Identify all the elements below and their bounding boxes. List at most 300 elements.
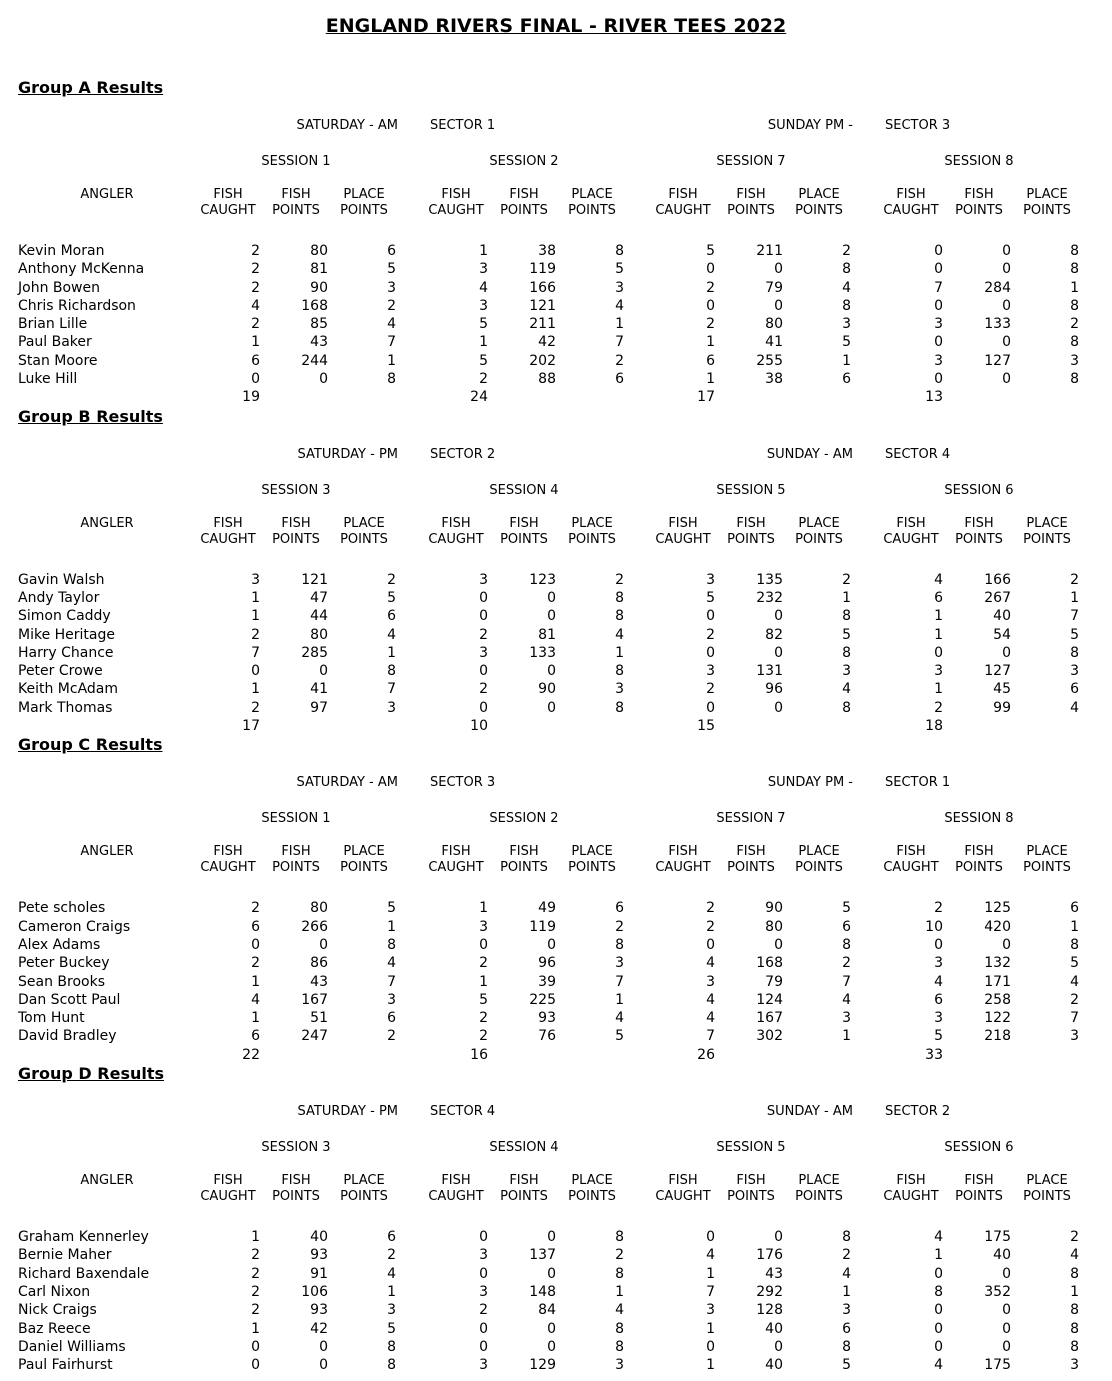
stat-cell: 352 — [984, 1283, 1011, 1300]
session-row — [0, 811, 1081, 827]
stat-cell: 0 — [934, 371, 943, 388]
stat-cell: 0 — [774, 261, 783, 278]
col-header-line: FISH — [896, 515, 926, 531]
stat-cell: 267 — [984, 589, 1011, 606]
col-header-place-points — [1013, 844, 1081, 876]
stat-cell: 0 — [1002, 243, 1011, 259]
col-header-line: FISH — [509, 844, 539, 860]
stat-cell: 232 — [756, 589, 783, 606]
stat-cell: 2 — [706, 279, 715, 296]
angler-name: Baz Reece — [18, 1320, 91, 1337]
stat-cell: 0 — [774, 608, 783, 625]
stat-cell: 2 — [706, 316, 715, 333]
stat-cell: 6 — [1070, 900, 1079, 917]
session-label: SESSION 6 — [944, 1140, 1014, 1156]
col-header-line: FISH — [441, 1173, 471, 1189]
angler-name: Daniel Williams — [18, 1338, 126, 1355]
col-header-line: PLACE — [798, 187, 840, 202]
stat-cell: 0 — [1002, 644, 1011, 661]
day-label: SUNDAY - AM — [766, 1104, 853, 1120]
stat-cell: 49 — [538, 900, 556, 917]
stat-cell: 6 — [251, 352, 260, 369]
col-header-fish-caught — [877, 844, 945, 876]
stat-cell: 7 — [706, 1028, 715, 1045]
stat-cell: 2 — [251, 1247, 260, 1264]
stat-cell: 0 — [706, 1229, 715, 1246]
stat-cell: 80 — [765, 918, 783, 935]
stat-cell: 0 — [934, 644, 943, 661]
col-header-fish-caught — [877, 187, 945, 219]
stat-cell: 225 — [529, 991, 556, 1008]
stat-cell: 0 — [251, 936, 260, 953]
stat-cell: 4 — [934, 571, 943, 588]
table-row — [0, 936, 1081, 954]
stat-cell: 8 — [615, 608, 624, 625]
stat-cell: 5 — [842, 626, 851, 643]
totals-row — [0, 717, 1081, 735]
stat-cell: 4 — [387, 955, 396, 972]
session-label: SESSION 1 — [261, 154, 331, 169]
stat-cell: 2 — [251, 955, 260, 972]
col-header-line: PLACE — [1026, 1173, 1068, 1189]
col-header-line: POINTS — [955, 860, 1003, 876]
stat-cell: 8 — [934, 1283, 943, 1300]
stat-cell: 3 — [1070, 663, 1079, 680]
table-row — [0, 589, 1081, 607]
angler-name: Brian Lille — [18, 316, 88, 333]
col-header-line: CAUGHT — [655, 203, 711, 218]
stat-cell: 1 — [842, 1028, 851, 1045]
stat-cell: 0 — [547, 1229, 556, 1246]
col-header-angler: ANGLER — [80, 844, 134, 860]
stat-cell: 1 — [934, 608, 943, 625]
col-header-place-points — [558, 187, 626, 219]
stat-cell: 3 — [479, 571, 488, 588]
stat-cell: 42 — [538, 334, 556, 351]
stat-cell: 5 — [842, 900, 851, 917]
stat-cell: 0 — [774, 297, 783, 314]
stat-cell: 80 — [765, 316, 783, 333]
stat-cell: 6 — [387, 243, 396, 259]
col-header-line: POINTS — [795, 1189, 843, 1205]
col-header-fish-points — [717, 1173, 785, 1205]
stat-cell: 3 — [615, 681, 624, 698]
angler-name: Kevin Moran — [18, 243, 105, 259]
stat-cell: 0 — [251, 663, 260, 680]
stat-cell: 3 — [842, 1302, 851, 1319]
col-header-line: CAUGHT — [428, 203, 484, 218]
column-header-row — [0, 844, 1081, 876]
col-header-fish-caught — [877, 1173, 945, 1205]
stat-cell: 0 — [319, 663, 328, 680]
stat-cell: 0 — [547, 1320, 556, 1337]
table-row — [0, 973, 1081, 991]
stat-cell: 135 — [756, 571, 783, 588]
stat-cell: 4 — [1070, 973, 1079, 990]
session-label: SESSION 4 — [489, 1140, 559, 1156]
stat-cell: 8 — [842, 297, 851, 314]
angler-name: Paul Baker — [18, 334, 92, 351]
stat-cell: 6 — [251, 918, 260, 935]
stat-cell: 2 — [1070, 571, 1079, 588]
col-header-line: CAUGHT — [883, 1189, 939, 1205]
stat-cell: 2 — [842, 571, 851, 588]
col-header-place-points — [558, 1173, 626, 1205]
col-header-line: POINTS — [568, 531, 616, 547]
stat-cell: 1 — [251, 334, 260, 351]
col-header-place-points — [330, 187, 398, 219]
stat-cell: 3 — [1070, 352, 1079, 369]
col-header-line: FISH — [736, 844, 766, 860]
stat-cell: 3 — [479, 1283, 488, 1300]
stat-cell: 40 — [310, 1229, 328, 1246]
table-row — [0, 626, 1081, 644]
stat-cell: 8 — [615, 1338, 624, 1355]
stat-cell: 3 — [479, 1247, 488, 1264]
angler-name: Harry Chance — [18, 644, 114, 661]
stat-cell: 2 — [842, 1247, 851, 1264]
session-total: 33 — [925, 1046, 943, 1063]
col-header-line: FISH — [213, 844, 243, 860]
col-header-line: CAUGHT — [883, 203, 939, 218]
col-header-line: PLACE — [1026, 187, 1068, 202]
col-header-place-points — [1013, 187, 1081, 219]
stat-cell: 1 — [251, 1010, 260, 1027]
col-header-fish-caught — [194, 1173, 262, 1205]
stat-cell: 1 — [615, 644, 624, 661]
stat-cell: 8 — [1070, 1302, 1079, 1319]
col-header-line: CAUGHT — [428, 1189, 484, 1205]
stat-cell: 3 — [615, 1357, 624, 1374]
col-header-line: POINTS — [955, 1189, 1003, 1205]
stat-cell: 5 — [387, 589, 396, 606]
col-header-line: CAUGHT — [655, 531, 711, 547]
stat-cell: 2 — [706, 681, 715, 698]
col-header-line: POINTS — [340, 531, 388, 547]
col-header-line: POINTS — [1023, 1189, 1071, 1205]
col-header-fish-points — [490, 1173, 558, 1205]
stat-cell: 90 — [538, 681, 556, 698]
session-label: SESSION 2 — [489, 154, 559, 169]
stat-cell: 6 — [934, 589, 943, 606]
stat-cell: 3 — [479, 644, 488, 661]
stat-cell: 4 — [387, 316, 396, 333]
angler-name: Peter Buckey — [18, 955, 110, 972]
stat-cell: 99 — [993, 699, 1011, 716]
stat-cell: 7 — [615, 334, 624, 351]
group-heading: Group A Results — [18, 78, 164, 97]
stat-cell: 3 — [1070, 1357, 1079, 1374]
stat-cell: 8 — [615, 1229, 624, 1246]
stat-cell: 47 — [310, 589, 328, 606]
col-header-line: POINTS — [272, 531, 320, 547]
angler-name: Peter Crowe — [18, 663, 103, 680]
stat-cell: 5 — [479, 352, 488, 369]
stat-cell: 0 — [547, 608, 556, 625]
table-row — [0, 333, 1081, 351]
angler-name: Alex Adams — [18, 936, 101, 953]
stat-cell: 284 — [984, 279, 1011, 296]
col-header-place-points — [785, 1173, 853, 1205]
stat-cell: 1 — [251, 608, 260, 625]
stat-cell: 2 — [706, 918, 715, 935]
stat-cell: 148 — [529, 1283, 556, 1300]
stat-cell: 122 — [984, 1010, 1011, 1027]
angler-name: John Bowen — [18, 279, 100, 296]
col-header-line: CAUGHT — [655, 1189, 711, 1205]
totals-row — [0, 388, 1081, 406]
stat-cell: 5 — [387, 261, 396, 278]
stat-cell: 5 — [1070, 626, 1079, 643]
stat-cell: 8 — [842, 1338, 851, 1355]
stat-cell: 7 — [387, 681, 396, 698]
col-header-line: FISH — [964, 1173, 994, 1189]
stat-cell: 7 — [251, 644, 260, 661]
stat-cell: 1 — [706, 371, 715, 388]
stat-cell: 0 — [774, 936, 783, 953]
col-header-line: PLACE — [571, 1173, 613, 1189]
stat-cell: 2 — [251, 1265, 260, 1282]
col-header-line: PLACE — [798, 1173, 840, 1189]
session-label: SESSION 1 — [261, 811, 331, 827]
stat-cell: 2 — [479, 1302, 488, 1319]
stat-cell: 3 — [479, 918, 488, 935]
group-section — [0, 407, 1112, 736]
stat-cell: 1 — [387, 352, 396, 369]
stat-cell: 0 — [547, 1265, 556, 1282]
stat-cell: 5 — [842, 334, 851, 351]
stat-cell: 0 — [934, 261, 943, 278]
session-total: 26 — [697, 1046, 715, 1063]
stat-cell: 80 — [310, 626, 328, 643]
stat-cell: 8 — [615, 936, 624, 953]
table-row — [0, 1027, 1081, 1045]
stat-cell: 2 — [251, 261, 260, 278]
session-row — [0, 1140, 1081, 1156]
col-header-line: FISH — [896, 187, 926, 202]
stat-cell: 3 — [706, 973, 715, 990]
stat-cell: 2 — [479, 681, 488, 698]
angler-name: Carl Nixon — [18, 1283, 91, 1300]
stat-cell: 1 — [251, 1229, 260, 1246]
stat-cell: 247 — [301, 1028, 328, 1045]
session-label: SESSION 7 — [716, 811, 786, 827]
stat-cell: 4 — [1070, 1247, 1079, 1264]
angler-name: Keith McAdam — [18, 681, 119, 698]
stat-cell: 3 — [479, 1357, 488, 1374]
table-row — [0, 279, 1081, 297]
col-header-line: POINTS — [500, 531, 548, 547]
table-row — [0, 1320, 1081, 1338]
stat-cell: 8 — [1070, 936, 1079, 953]
col-header-line: POINTS — [727, 531, 775, 547]
stat-cell: 44 — [310, 608, 328, 625]
stat-cell: 6 — [387, 608, 396, 625]
stat-cell: 97 — [310, 699, 328, 716]
col-header-line: FISH — [668, 187, 698, 202]
stat-cell: 285 — [301, 644, 328, 661]
stat-cell: 1 — [479, 243, 488, 259]
stat-cell: 0 — [547, 589, 556, 606]
stat-cell: 5 — [706, 589, 715, 606]
stat-cell: 96 — [765, 681, 783, 698]
angler-rows — [0, 571, 1112, 736]
stat-cell: 127 — [984, 352, 1011, 369]
col-header-fish-caught — [194, 516, 262, 548]
col-header-line: FISH — [441, 844, 471, 860]
table-row — [0, 680, 1081, 698]
stat-cell: 39 — [538, 973, 556, 990]
stat-cell: 3 — [934, 663, 943, 680]
stat-cell: 4 — [251, 991, 260, 1008]
sector-label: SECTOR 2 — [430, 446, 496, 462]
angler-rows — [0, 1228, 1112, 1374]
col-header-line: POINTS — [727, 203, 775, 218]
col-header-fish-points — [945, 187, 1013, 219]
col-header-line: POINTS — [500, 860, 548, 876]
stat-cell: 40 — [993, 608, 1011, 625]
page-title: ENGLAND RIVERS FINAL - RIVER TEES 2022 — [325, 15, 787, 37]
stat-cell: 106 — [301, 1283, 328, 1300]
stat-cell: 10 — [925, 918, 943, 935]
stat-cell: 0 — [251, 371, 260, 388]
stat-cell: 133 — [984, 316, 1011, 333]
day-label: SUNDAY PM - — [767, 118, 853, 133]
stat-cell: 4 — [615, 1010, 624, 1027]
col-header-fish-points — [490, 516, 558, 548]
col-header-place-points — [330, 516, 398, 548]
col-header-line: FISH — [441, 187, 471, 202]
stat-cell: 1 — [479, 900, 488, 917]
stat-cell: 1 — [251, 973, 260, 990]
col-header-line: CAUGHT — [655, 860, 711, 876]
stat-cell: 0 — [319, 936, 328, 953]
angler-rows — [0, 242, 1112, 407]
stat-cell: 2 — [615, 918, 624, 935]
stat-cell: 96 — [538, 955, 556, 972]
stat-cell: 0 — [934, 1265, 943, 1282]
stat-cell: 3 — [934, 955, 943, 972]
stat-cell: 6 — [842, 371, 851, 388]
session-label: SESSION 3 — [261, 1140, 331, 1156]
col-header-line: POINTS — [340, 1189, 388, 1205]
stat-cell: 0 — [774, 699, 783, 716]
stat-cell: 6 — [387, 1010, 396, 1027]
stat-cell: 5 — [479, 316, 488, 333]
stat-cell: 420 — [984, 918, 1011, 935]
stat-cell: 1 — [615, 991, 624, 1008]
stat-cell: 6 — [842, 918, 851, 935]
stat-cell: 2 — [251, 699, 260, 716]
group-section — [0, 1064, 1112, 1374]
stat-cell: 54 — [993, 626, 1011, 643]
col-header-place-points — [558, 844, 626, 876]
stat-cell: 2 — [387, 1247, 396, 1264]
stat-cell: 7 — [615, 973, 624, 990]
angler-name: Sean Brooks — [18, 973, 105, 990]
col-header-fish-points — [945, 844, 1013, 876]
stat-cell: 4 — [615, 1302, 624, 1319]
session-total: 19 — [242, 389, 260, 406]
col-header-line: PLACE — [343, 844, 385, 860]
stat-cell: 3 — [387, 1302, 396, 1319]
angler-name: Dan Scott Paul — [18, 991, 121, 1008]
angler-name: Pete scholes — [18, 900, 106, 917]
day-label: SATURDAY - PM — [297, 446, 398, 462]
col-header-angler: ANGLER — [80, 1173, 134, 1189]
stat-cell: 5 — [842, 1357, 851, 1374]
stat-cell: 76 — [538, 1028, 556, 1045]
stat-cell: 4 — [251, 297, 260, 314]
table-row — [0, 918, 1081, 936]
stat-cell: 1 — [615, 1283, 624, 1300]
stat-cell: 4 — [706, 1247, 715, 1264]
stat-cell: 40 — [765, 1320, 783, 1337]
stat-cell: 8 — [842, 936, 851, 953]
table-row — [0, 370, 1081, 388]
stat-cell: 302 — [756, 1028, 783, 1045]
stat-cell: 4 — [706, 955, 715, 972]
col-header-fish-points — [262, 1173, 330, 1205]
stat-cell: 131 — [756, 663, 783, 680]
col-header-fish-points — [262, 516, 330, 548]
col-header-line: POINTS — [1023, 203, 1071, 218]
day-label: SATURDAY - AM — [296, 118, 398, 133]
stat-cell: 82 — [765, 626, 783, 643]
stat-cell: 6 — [615, 900, 624, 917]
stat-cell: 2 — [251, 316, 260, 333]
stat-cell: 8 — [1070, 1338, 1079, 1355]
angler-name: Graham Kennerley — [18, 1229, 149, 1246]
column-header-row — [0, 1173, 1081, 1205]
angler-name: Stan Moore — [18, 352, 98, 369]
stat-cell: 8 — [842, 644, 851, 661]
col-header-line: POINTS — [795, 203, 843, 218]
session-total: 16 — [470, 1046, 488, 1063]
stat-cell: 211 — [756, 243, 783, 259]
col-header-line: POINTS — [955, 203, 1003, 218]
col-header-line: CAUGHT — [428, 860, 484, 876]
col-header-line: FISH — [509, 187, 539, 202]
stat-cell: 5 — [706, 243, 715, 259]
col-header-line: PLACE — [1026, 844, 1068, 860]
stat-cell: 133 — [529, 644, 556, 661]
stat-cell: 0 — [706, 297, 715, 314]
stat-cell: 124 — [756, 991, 783, 1008]
day-label: SUNDAY - AM — [766, 446, 853, 462]
col-header-line: CAUGHT — [883, 860, 939, 876]
stat-cell: 1 — [387, 918, 396, 935]
col-header-place-points — [1013, 1173, 1081, 1205]
col-header-line: CAUGHT — [200, 860, 256, 876]
session-total: 22 — [242, 1046, 260, 1063]
stat-cell: 0 — [479, 589, 488, 606]
stat-cell: 0 — [479, 1229, 488, 1246]
stat-cell: 7 — [706, 1283, 715, 1300]
table-row — [0, 1246, 1081, 1264]
stat-cell: 5 — [387, 1320, 396, 1337]
stat-cell: 2 — [1070, 316, 1079, 333]
stat-cell: 168 — [756, 955, 783, 972]
col-header-line: FISH — [736, 187, 766, 202]
angler-name: Mark Thomas — [18, 699, 113, 716]
stat-cell: 43 — [310, 973, 328, 990]
stat-cell: 80 — [310, 900, 328, 917]
col-header-line: PLACE — [798, 515, 840, 531]
stat-cell: 4 — [842, 279, 851, 296]
stat-cell: 2 — [251, 279, 260, 296]
stat-cell: 0 — [1002, 1320, 1011, 1337]
